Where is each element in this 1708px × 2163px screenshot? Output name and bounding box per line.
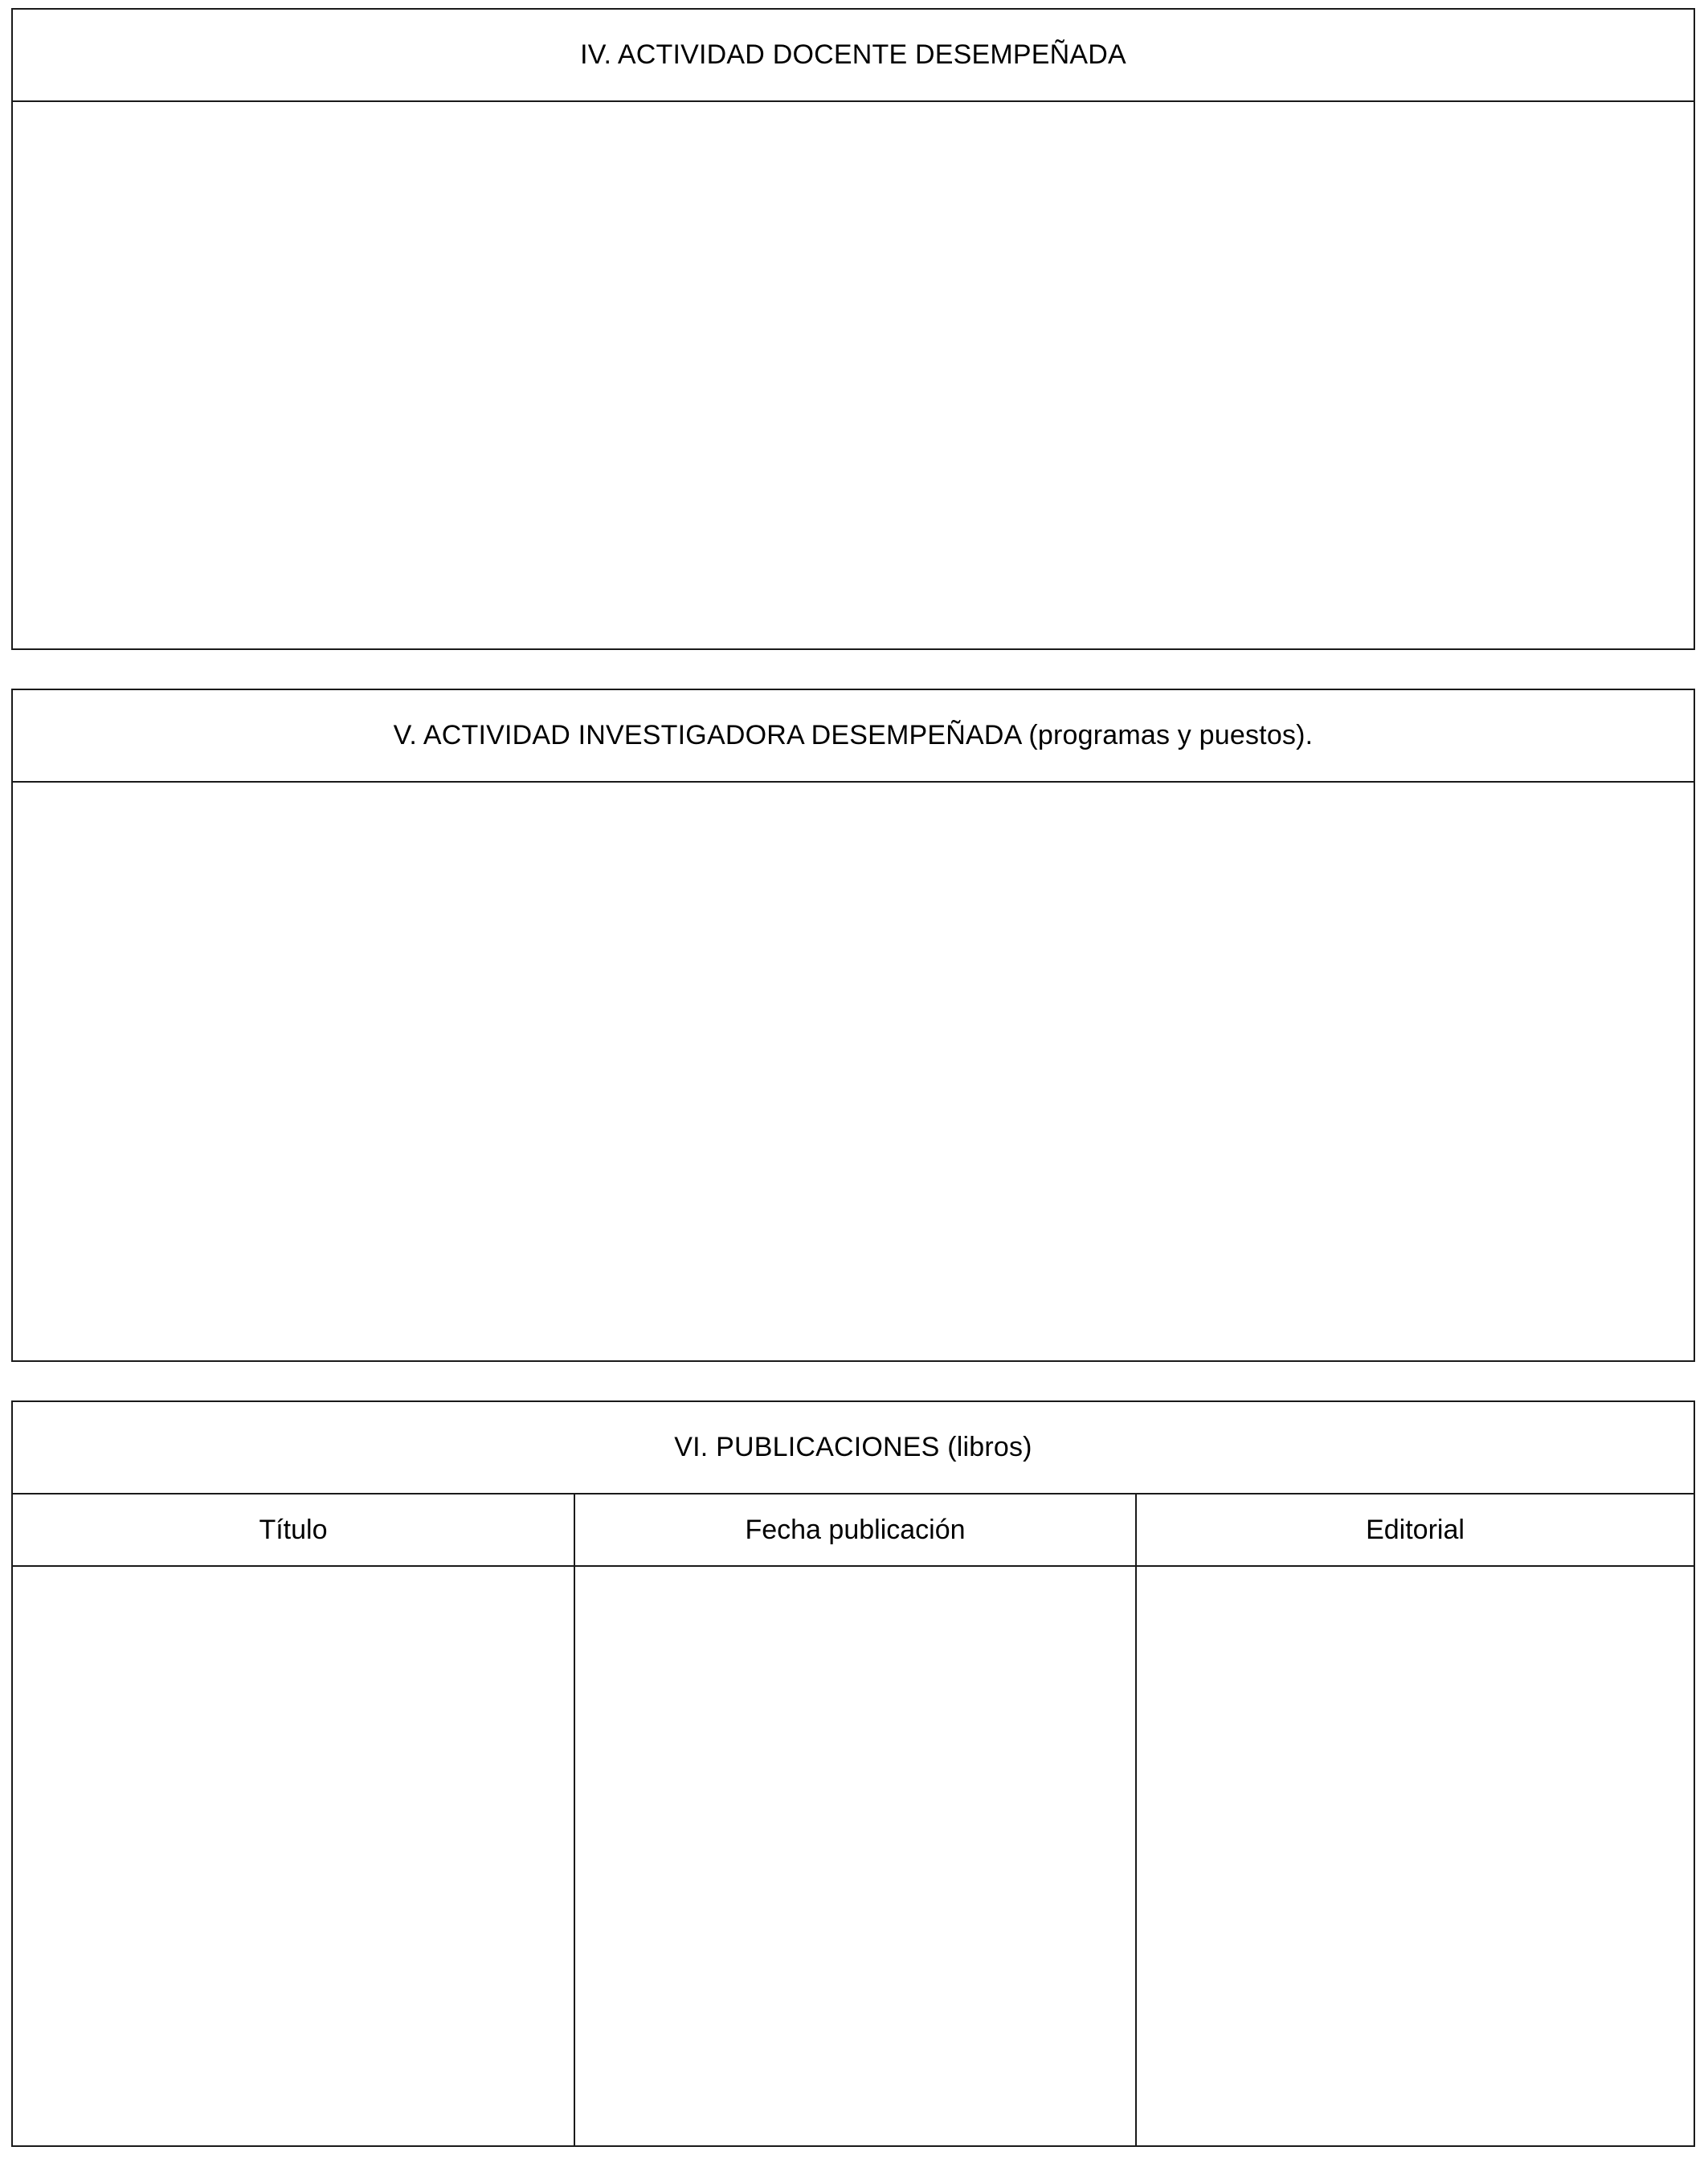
section-vi-publicaciones <box>11 1400 1695 2147</box>
section-iv-actividad-docente <box>11 8 1695 650</box>
editorial-cell[interactable] <box>1135 1567 1694 2145</box>
column-header-fecha-publicacion: Fecha publicación <box>574 1494 1135 1565</box>
titulo-cell[interactable] <box>13 1567 574 2145</box>
section-vi-title: VI. PUBLICACIONES (libros) <box>13 1402 1694 1494</box>
section-v-title: V. ACTIVIDAD INVESTIGADORA DESEMPEÑADA (programas y puestos). <box>13 690 1694 783</box>
publications-table-header <box>13 1494 1694 1567</box>
section-iv-title: IV. ACTIVIDAD DOCENTE DESEMPEÑADA <box>13 10 1694 102</box>
publications-table-body <box>13 1567 1694 2145</box>
column-header-titulo: Título <box>259 1514 328 1545</box>
column-header-editorial: Editorial <box>1135 1494 1694 1565</box>
fecha-publicacion-cell[interactable] <box>574 1567 1135 2145</box>
section-iv-content-area[interactable] <box>13 102 1694 648</box>
section-v-content-area[interactable] <box>13 783 1694 1360</box>
section-v-actividad-investigadora <box>11 689 1695 1362</box>
